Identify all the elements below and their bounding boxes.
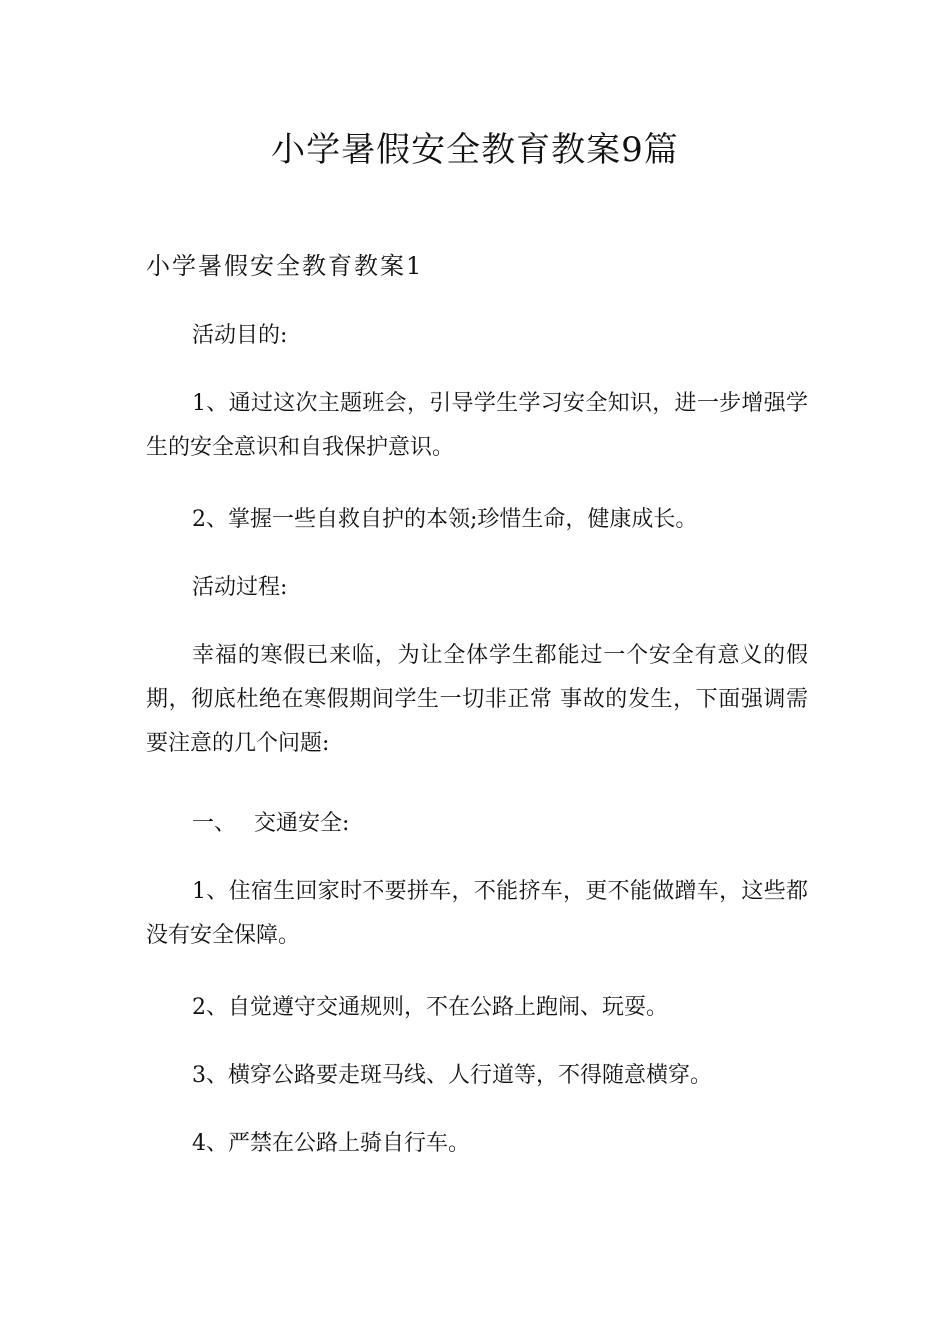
subheading-traffic-safety (192, 802, 349, 846)
document-title: 小学暑假安全教育教案9篇 (271, 130, 679, 170)
paragraph-goal-1: 1、通过这次主题班会，引导学生学习安全知识，进一步增强学生的安全意识和自我保护意识。 (146, 391, 808, 460)
paragraph-activity-process-label: 活动过程: (192, 575, 288, 600)
paragraph-traffic-1: 1、住宿生回家时不要拼车，不能挤车，更不能做蹭车，这些都没有安全保障。 (146, 879, 808, 948)
paragraph-activity-goal-label: 活动目的: (192, 323, 288, 348)
paragraph-intro: 幸福的寒假已来临，为让全体学生都能过一个安全有意义的假期，彻底杜绝在寒假期间学生一切非正常 事故的发生，下面强调需要注意的几个问题: (146, 643, 808, 756)
subheading-text: 交通安全: (254, 811, 350, 836)
paragraph-traffic-4: 4、严禁在公路上骑自行车。 (192, 1131, 470, 1156)
subheading-number: 一、 (192, 811, 237, 836)
paragraph-traffic-3: 3、横穿公路要走斑马线、人行道等，不得随意横穿。 (192, 1063, 712, 1088)
paragraph-traffic-2: 2、自觉遵守交通规则，不在公路上跑闹、玩耍。 (192, 995, 668, 1020)
section-heading: 小学暑假安全教育教案1 (146, 252, 424, 280)
paragraph-goal-2: 2、掌握一些自救自护的本领;珍惜生命，健康成长。 (192, 507, 698, 532)
